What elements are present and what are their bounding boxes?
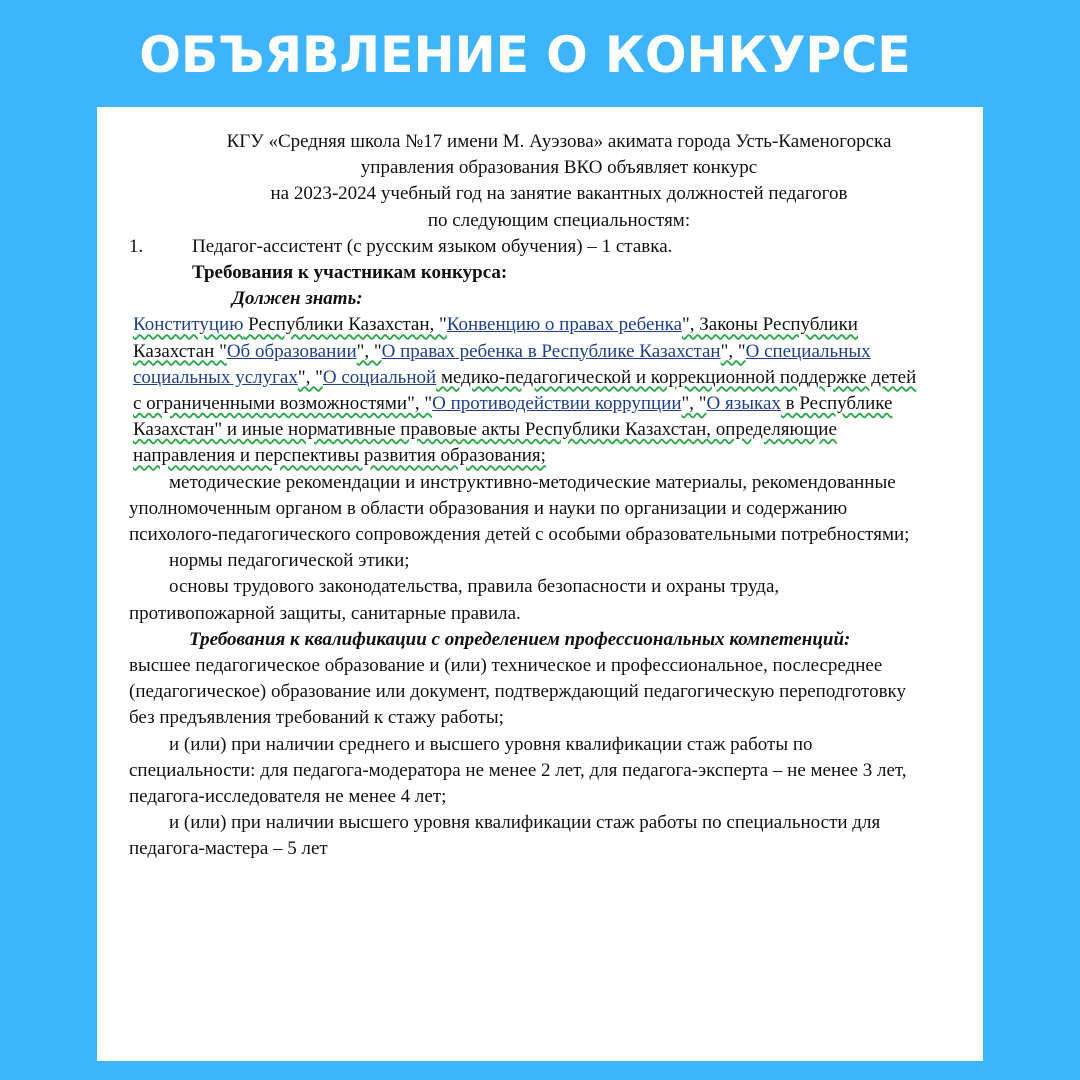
laws-text-4: ", " — [720, 340, 746, 362]
vacancy-text: Педагог-ассистент (с русским языком обучения) – 1 ставка. — [192, 235, 673, 257]
heading-line-1: КГУ «Средняя школа №17 имени М. Ауэзова» акимата города Усть-Каменогорска управления образования ВКО объявляет конкурс — [226, 131, 892, 179]
laws-text-2: ", Законы Республики Казахстан " — [133, 314, 858, 362]
document-body — [129, 129, 929, 863]
ethics-paragraph: нормы педагогической этики; — [169, 550, 410, 572]
banner-title: ОБЪЯВЛЕНИЕ О КОНКУРСЕ — [139, 26, 911, 84]
experience-paragraph-2: и (или) при наличии высшего уровня квалификации стаж работы по специальности для педагога-мастера – 5 лет — [129, 812, 881, 860]
laws-text-6: медико-педагогической и коррекционной поддержке детей с ограниченными возможностями", " — [133, 366, 917, 415]
requirements-title: Требования к участникам конкурса: — [192, 262, 508, 284]
laws-text-1: Республики Казахстан, " — [243, 314, 447, 336]
heading-line-3: по следующим специальностям: — [427, 209, 691, 231]
law-link-social-services[interactable]: О специальных социальных услугах — [133, 340, 871, 388]
vacancy-item — [129, 234, 929, 260]
law-link-social-support[interactable]: О социальной — [322, 366, 437, 388]
laws-text-3: ", " — [356, 340, 382, 362]
heading-line-2: на 2023-2024 учебный год на занятие вакантных должностей педагогов — [270, 183, 848, 205]
law-link-anti-corruption[interactable]: О противодействии коррупции — [432, 393, 682, 415]
methodical-paragraph: методические рекомендации и инструктивно-методические материалы, рекомендованные уполномоченным органом в области образования и науки по организации и содержанию психолого-педагогического сопровождения детей с особыми образовательными потребностями; — [129, 471, 910, 546]
law-link-child-rights[interactable]: О правах ребенка в Республике Казахстан — [381, 340, 721, 362]
document-sheet — [97, 107, 983, 1061]
laws-text-5: ", " — [297, 366, 323, 388]
labor-paragraph: основы трудового законодательства, правила безопасности и охраны труда, противопожарной защиты, санитарные правила. — [129, 576, 780, 624]
laws-text-8: в Республике Казахстан" и иные нормативные правовые акты Республики Казахстан, определяющие направления и перспективы развития образования; — [133, 393, 893, 467]
law-link-education[interactable]: Об образовании — [226, 340, 357, 362]
law-link-constitution[interactable]: Конституцию — [133, 314, 244, 336]
laws-text-7: ", " — [681, 393, 707, 415]
qualification-title: Требования к квалификации с определением профессиональных компетенций: — [189, 628, 851, 650]
law-link-convention[interactable]: Конвенцию о правах ребенка — [446, 314, 682, 336]
education-paragraph: высшее педагогическое образование и (или) техническое и профессиональное, послесреднее (педагогическое) образование или документ, подтверждающий педагогическую переподготовку без предъявления требований к стажу работы; — [129, 655, 907, 729]
experience-paragraph-1: и (или) при наличии среднего и высшего уровня квалификации стаж работы по специальности: для педагога-модератора не менее 2 лет, для педагога-эксперта – не менее 3 лет, педагога-исследователя не менее 4 лет; — [129, 733, 907, 808]
law-link-languages[interactable]: О языках — [706, 393, 781, 415]
laws-paragraph — [129, 312, 929, 469]
must-know-title: Должен знать: — [232, 288, 363, 310]
vacancy-number: 1. — [129, 235, 144, 257]
